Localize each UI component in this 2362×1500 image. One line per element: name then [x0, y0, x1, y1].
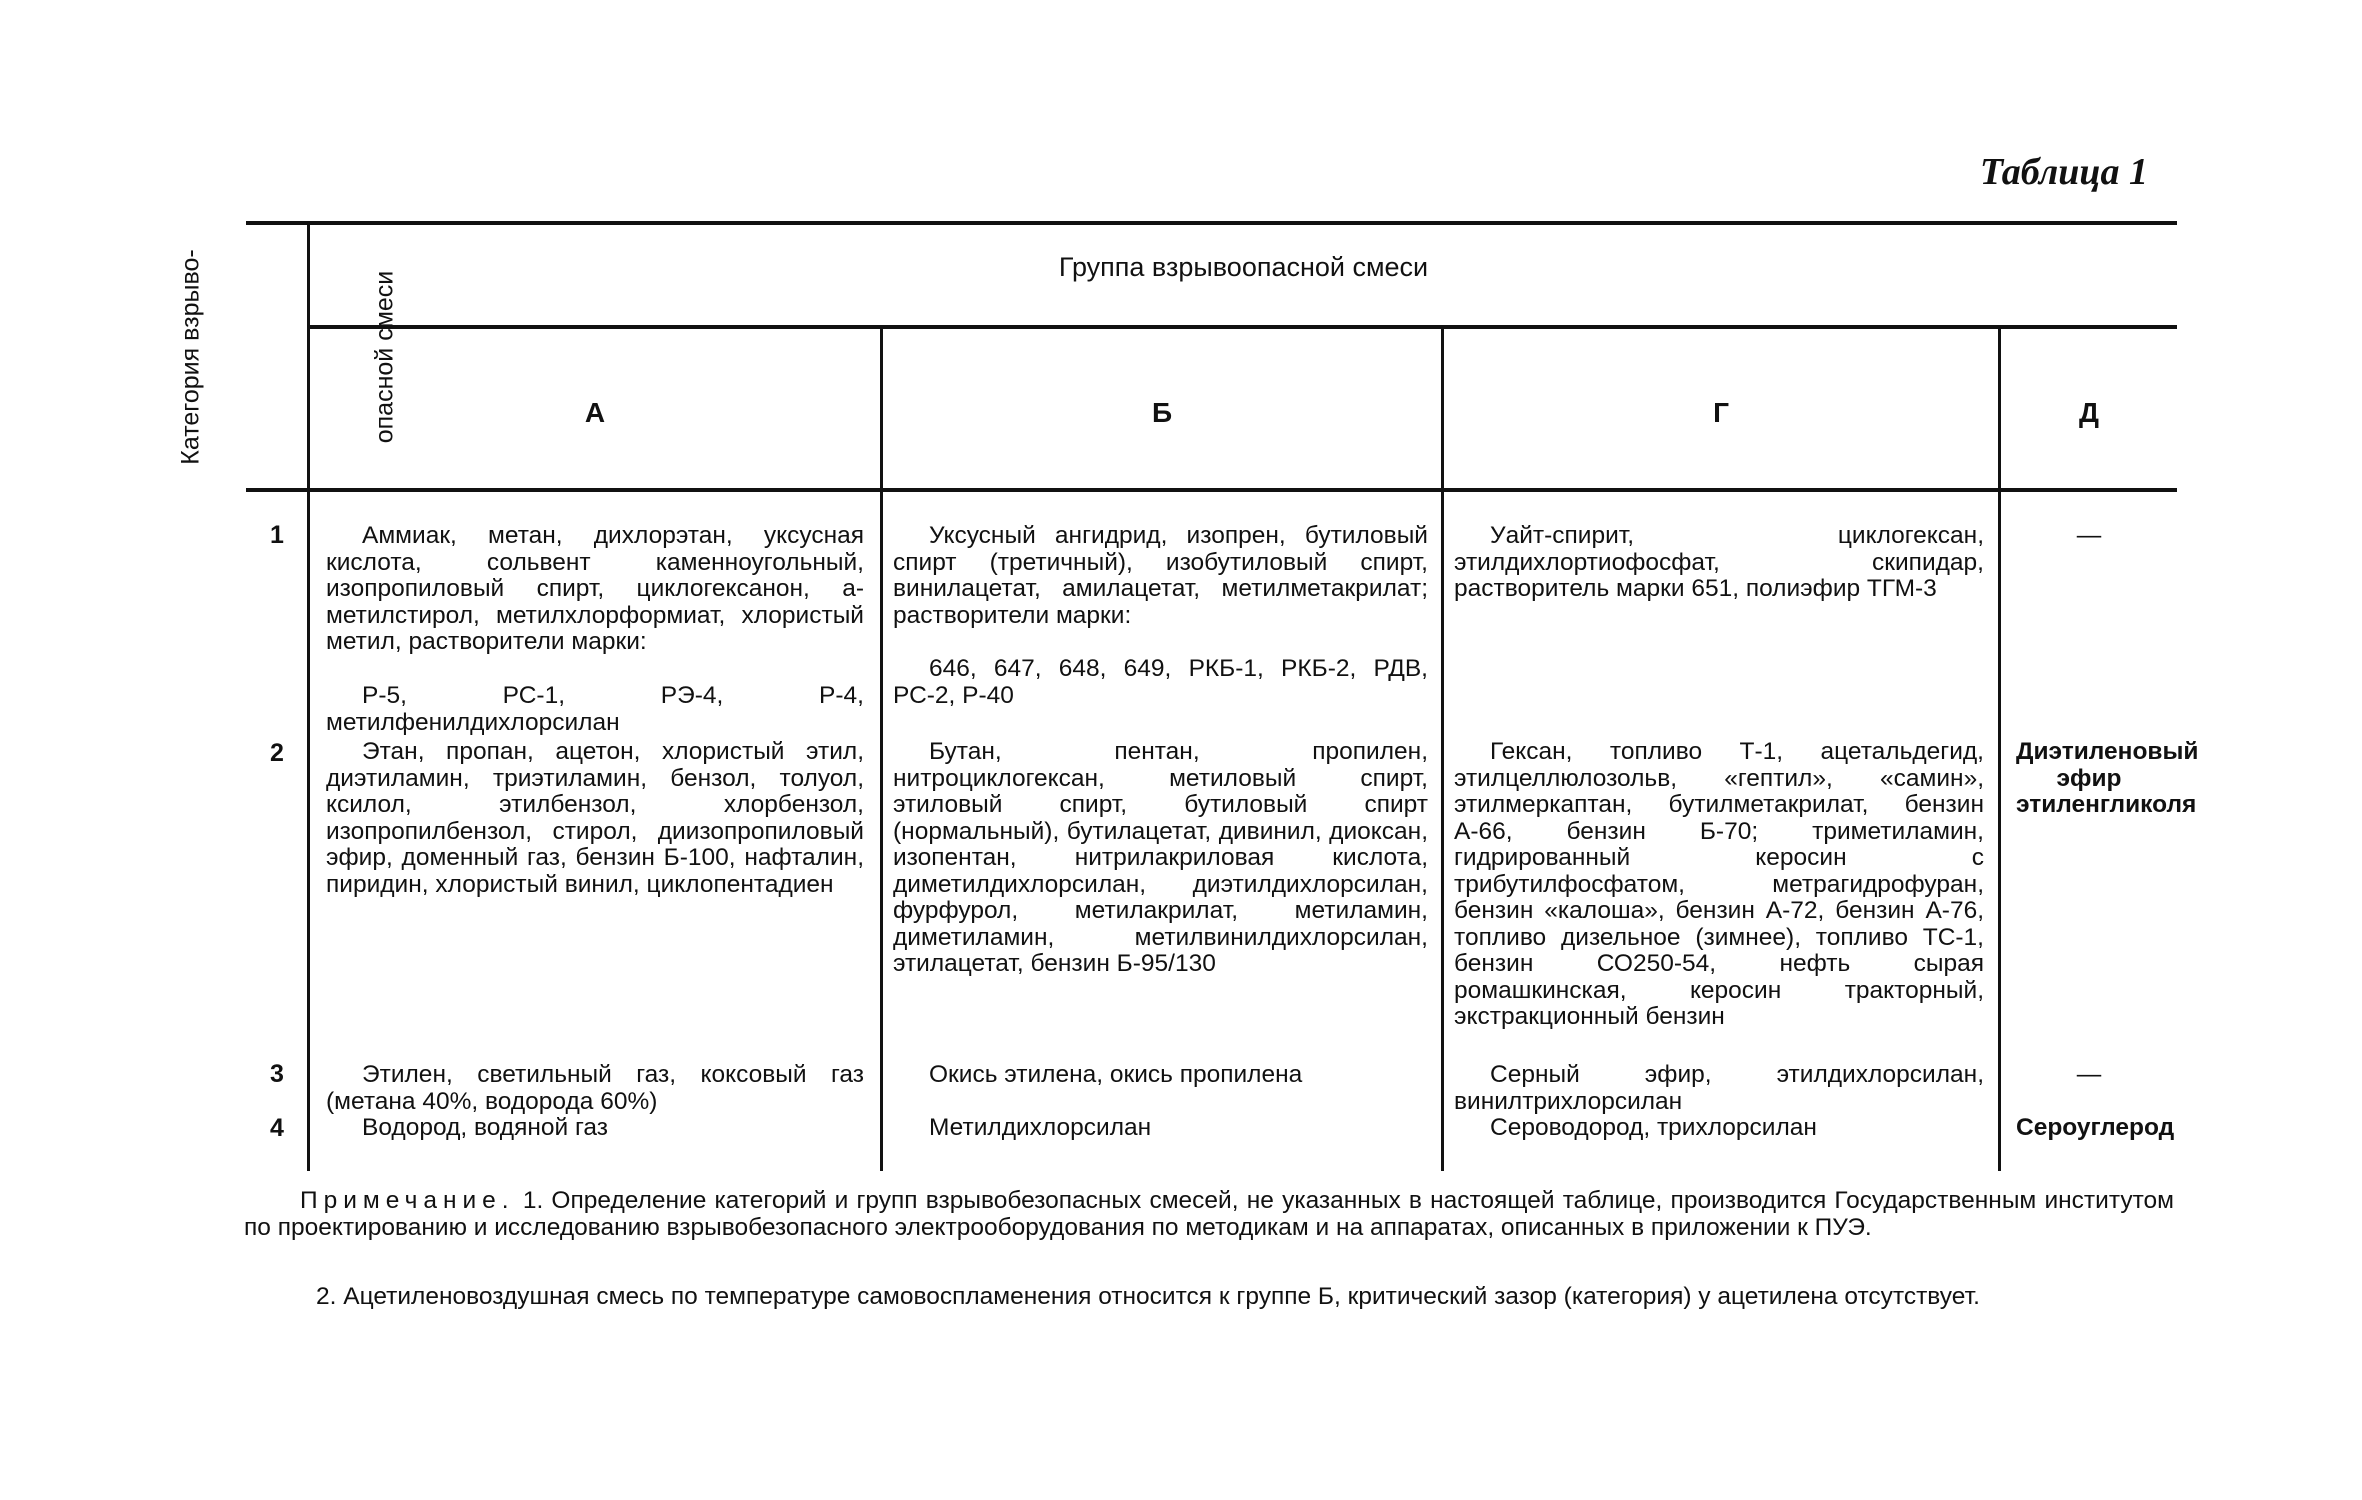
column-a-b-divider [880, 329, 883, 1171]
category-header-line-2: опасной смеси [370, 270, 399, 443]
note-2: 2. Ацетиленовоздушная смесь по температуре самовоспламенения относится к группе Б, критический зазор (категория) у ацетилена отсутствует. [316, 1283, 1980, 1310]
column-header-g: Г [1713, 397, 1729, 428]
row-2-group-a: Этан, пропан, ацетон, хлористый этил, диэтиламин, триэтиламин, бензол, толуол, ксилол, этилбензол, хлорбензол, изопропилбензол, стирол, диизопропиловый эфир, доменный газ, бензин Б-100, нафталин, пиридин, хлористый винил, циклопентадиен [326, 738, 864, 898]
note-label: Примечание. [300, 1187, 515, 1214]
row-1-group-g: Уайт-спирит, циклогексан, этилдихлортиофосфат, скипидар, растворитель марки 651, полиэфир ТГМ-3 [1454, 522, 1984, 602]
row-2-group-d: Диэтиленовый эфир этиленгликоля [2016, 738, 2199, 818]
note-1 [244, 1187, 2174, 1241]
category-header [176, 225, 399, 488]
row-4-group-d: Сероуглерод [2016, 1114, 2175, 1141]
row-3-group-b: Окись этилена, окись пропилена [929, 1061, 1303, 1088]
column-b-g-divider [1441, 329, 1444, 1171]
row-4-group-a: Водород, водяной газ [362, 1114, 608, 1141]
row-3-group-a: Этилен, светильный газ, коксовый газ (метана 40%, водорода 60%) [326, 1061, 864, 1115]
row-4-group-g: Сероводород, трихлорсилан [1490, 1114, 1817, 1141]
header-bottom-rule [246, 488, 2177, 492]
group-header: Группа взрывоопасной смеси [1058, 252, 1429, 282]
column-header-b: Б [1151, 397, 1173, 428]
row-1-group-b: Уксусный ангидрид, изопрен, бутиловый спирт (третичный), изобутиловый спирт, винилацетат, амилацетат, метилметакрилат; растворители марки: [893, 522, 1428, 629]
row-4-group-b: Метилдихлорсилан [929, 1114, 1152, 1141]
table-top-rule [246, 221, 2177, 225]
column-g-d-divider [1998, 329, 2001, 1171]
row-1-group-a: Аммиак, метан, дихлорэтан, уксусная кислота, сольвент каменноугольный, изопропиловый спирт, циклогексанон, а-метилстирол, метилхлорформиат, хлористый метил, растворители марки: [326, 522, 864, 655]
note-1-text: 1. Определение категорий и групп взрывобезопасных смесей, не указанных в настоящей таблице, производится Государственным институтом по проектированию и исследованию взрывобезопасного электрооборудования по методикам и на аппаратах, описанных в приложении к ПУЭ. [244, 1187, 2174, 1241]
category-number-1: 1 [270, 521, 284, 549]
category-number-3: 3 [270, 1060, 284, 1088]
row-1-group-d: — [2076, 522, 2102, 549]
table-title: Таблица 1 [1979, 151, 2148, 193]
category-number-2: 2 [270, 739, 284, 767]
category-header-line-1: Категория взрыво- [176, 248, 205, 465]
category-number-4: 4 [270, 1114, 284, 1142]
row-3-group-d: — [2076, 1061, 2102, 1088]
column-header-d: Д [2079, 397, 2099, 428]
row-1-group-a-extra: Р-5, РС-1, РЭ-4, Р-4, метилфенилдихлорсилан [326, 682, 864, 736]
row-1-group-b-extra: 646, 647, 648, 649, РКБ-1, РКБ-2, РДВ, РС-2, Р-40 [893, 655, 1428, 709]
row-2-group-g: Гексан, топливо Т-1, ацетальдегид, этилцеллюлозольв, «гептил», «самин», этилмеркаптан, бутилметакрилат, бензин А-66, бензин Б-70; триметиламин, гидрированный керосин с трибутилфосфатом, метрагидрофуран, бензин «калоша», бензин А-72, бензин А-76, топливо дизельное (зимнее), топливо ТС-1, бензин СО250-54, нефть сырая ромашкинская, керосин тракторный, экстракционный бензин [1454, 738, 1984, 1030]
row-3-group-g: Серный эфир, этилдихлорсилан, винилтрихлорсилан [1454, 1061, 1984, 1115]
column-header-a: А [584, 397, 606, 428]
group-header-rule [308, 325, 2177, 329]
row-2-group-b: Бутан, пентан, пропилен, нитроциклогексан, метиловый спирт, этиловый спирт, бутиловый спирт (нормальный), бутилацетат, дивинил, диоксан, изопентан, нитрилакриловая кислота, диметилдихлорсилан, диэтилдихлорсилан, фурфурол, метилакрилат, метиламин, диметиламин, метилвинилдихлорсилан, этилацетат, бензин Б-95/130 [893, 738, 1428, 977]
